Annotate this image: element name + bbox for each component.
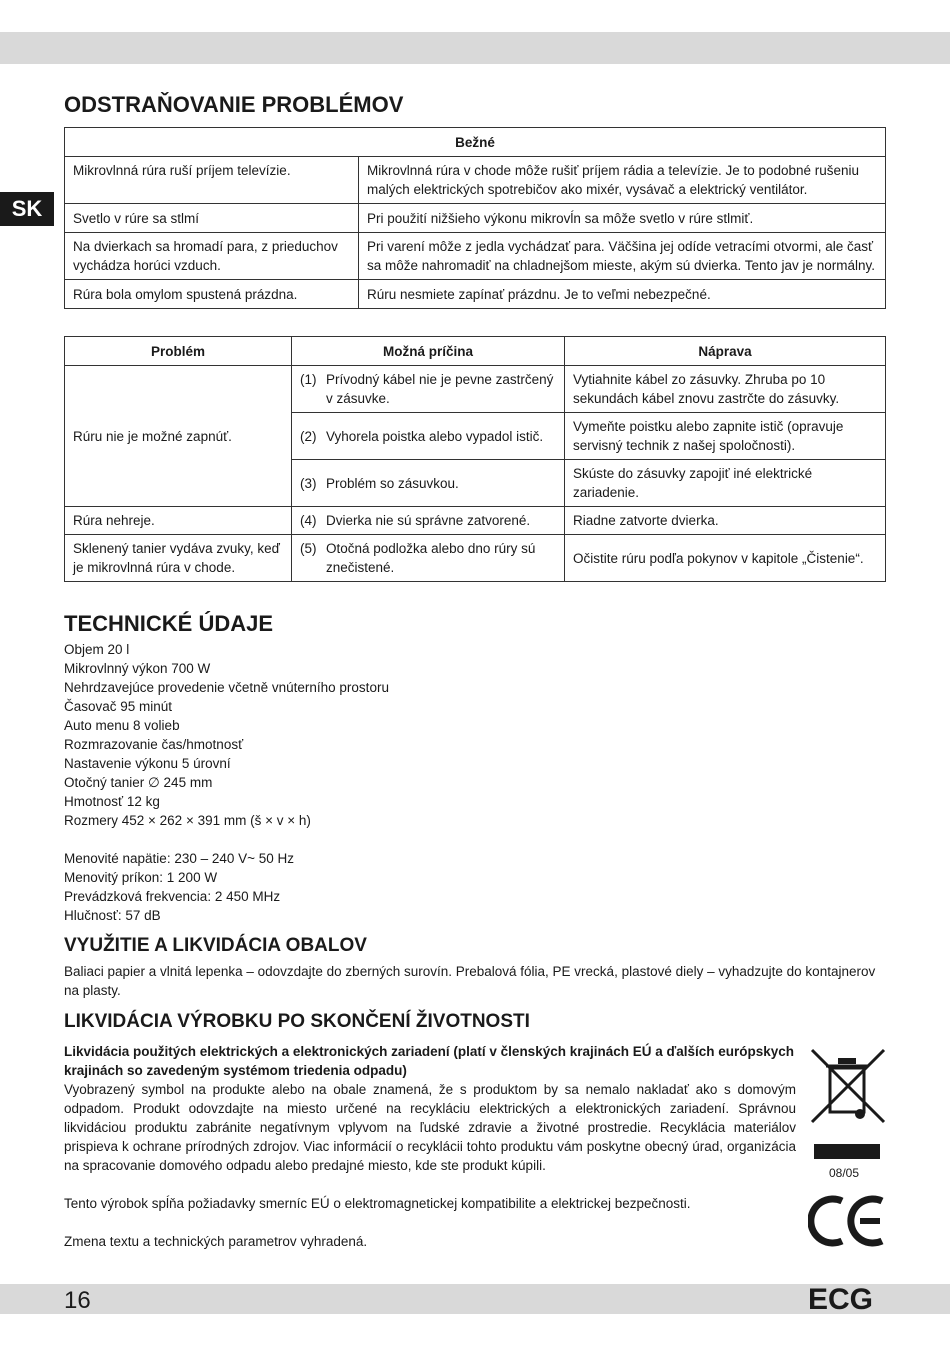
disposal-intro: Likvidácia použitých elektrických a elektronických zariadení (platí v členských krajinách EÚ a ďalších európskych krajinách so zavedeným systémom triedenia odpadu): [64, 1044, 795, 1078]
packaging-text: Baliaci papier a vlnitá lepenka – odovzdajte do zberných surovín. Prebalová fólia, PE vrecká, plastové diely – vyhadzujte do kontajnerov na plasty.: [64, 964, 876, 998]
note-cell: Pri použití nižšieho výkonu mikrovĺn sa môže svetlo v rúre stlmiť.: [359, 204, 886, 233]
compliance-text: Tento výrobok spĺňa požiadavky smerníc EÚ o elektromagnetickej kompatibilite a elektrickej bezpečnosti.: [64, 1196, 691, 1211]
problem-cause-remedy-table: [64, 336, 886, 582]
spec-line: Nehrdzavejúce provedenie včetně vnúterního prostoru: [64, 680, 389, 695]
spec-line: Hmotnosť 12 kg: [64, 794, 160, 809]
weee-date: 08/05: [829, 1166, 860, 1180]
spec-line: Časovač 95 minút: [64, 699, 173, 714]
remedy-cell: Skúste do zásuvky zapojiť iné elektrické zariadenie.: [565, 460, 886, 507]
cause-text: Dvierka nie sú správne zatvorené.: [326, 513, 531, 528]
cause-number: (1): [300, 372, 317, 387]
troubleshooting-title: ODSTRAŇOVANIE PROBLÉMOV: [64, 92, 404, 117]
disposal-text: Vyobrazený symbol na produkte alebo na obale znamená, že s produktom by sa nemalo nakladať ako s domovým odpadom. Produkt odovzdajte na miesto určené na recykláciu elektrických a elektronických zariadení. Správnou likvidáciou produktu zabránite negatívnym vplyvom na ľudské zdravie a životné prostredie. Recyklácia materiálov prispieva k ochrane prírodných zdrojov. Viac informácií o recyklácii tohto produktu vám poskytne obecný úrad, organizácia na spracovanie domového odpadu alebo predajné miesto, kde ste produkt kúpili.: [64, 1082, 796, 1173]
spec-line: Menovité napätie: 230 – 240 V~ 50 Hz: [64, 851, 295, 866]
brand-logo: ECG: [808, 1283, 874, 1316]
cause-number: (2): [300, 428, 317, 444]
weee-black-bar: [814, 1144, 880, 1159]
common-header: Bežné: [65, 128, 886, 157]
common-issues-table: [64, 127, 886, 309]
cause-number: (5): [300, 541, 317, 556]
cause-cell: [292, 413, 565, 460]
table-row: [65, 204, 886, 233]
cause-text: Prívodný kábel nie je pevne zastrčený v zásuvke.: [326, 372, 554, 406]
remedy-cell: Vytiahnite kábel zo zásuvky. Zhruba po 10 sekundách kábel znovu zastrčte do zásuvky.: [565, 366, 886, 413]
spec-line: Otočný tanier ∅ 245 mm: [64, 775, 213, 790]
note-cell: Mikrovlnná rúra v chode môže rušiť príjem rádia a televízie. Je to podobné rušeniu malých elektrických spotrebičov ako mixér, vysávač a elektrický ventilátor.: [359, 157, 886, 204]
specs-list: [64, 640, 389, 830]
note-cell: Rúru nesmiete zapínať prázdnu. Je to veľmi nebezpečné.: [359, 280, 886, 309]
problem-header: Problém: [65, 337, 292, 366]
reserved-text: Zmena textu a technických parametrov vyhradená.: [64, 1234, 368, 1249]
cause-text: Problém so zásuvkou.: [326, 475, 459, 491]
ce-mark-icon: [808, 1195, 888, 1247]
problem-cell: Sklenený tanier vydáva zvuky, keď je mikrovlnná rúra v chode.: [65, 535, 292, 582]
remedy-cell: Vymeňte poistku alebo zapnite istič (opravuje servisný technik z našej spoločnosti).: [565, 413, 886, 460]
problem-cell: Rúru nie je možné zapnúť.: [65, 366, 292, 507]
spec-line: Rozmery 452 × 262 × 391 mm (š × v × h): [64, 813, 311, 828]
table-row: [65, 507, 886, 535]
remedy-cell: Očistite rúru podľa pokynov v kapitole „Čistenie“.: [565, 535, 886, 582]
spec-line: Hlučnosť: 57 dB: [64, 908, 161, 923]
cause-text: Otočná podložka alebo dno rúry sú znečistené.: [326, 541, 536, 575]
packaging-title: VYUŽITIE A LIKVIDÁCIA OBALOV: [64, 935, 367, 956]
spec-line: Mikrovlnný výkon 700 W: [64, 661, 211, 676]
cause-header: Možná príčina: [292, 337, 565, 366]
cause-cell: [292, 535, 565, 582]
spec-line: Nastavenie výkonu 5 úrovní: [64, 756, 231, 771]
spec-line: Menovitý príkon: 1 200 W: [64, 870, 218, 885]
remedy-cell: Riadne zatvorte dvierka.: [565, 507, 886, 535]
cause-number: (3): [300, 475, 317, 491]
page-number: 16: [64, 1287, 91, 1314]
spec-line: Prevádzková frekvencia: 2 450 MHz: [64, 889, 281, 904]
cause-text: Vyhorela poistka alebo vypadol istič.: [326, 428, 544, 444]
top-gray-bar: [0, 32, 950, 64]
crossed-out-wheelie-bin-icon: [808, 1044, 888, 1124]
disposal-title: LIKVIDÁCIA VÝROBKU PO SKONČENÍ ŽIVOTNOSTI: [64, 1011, 530, 1032]
issue-cell: Svetlo v rúre sa stlmí: [65, 204, 359, 233]
table-row: [65, 233, 886, 280]
table-row: [65, 157, 886, 204]
remedy-header: Náprava: [565, 337, 886, 366]
note-cell: Pri varení môže z jedla vychádzať para. Väčšina jej odíde vetracími otvormi, ale časť sa môže nahromadiť na chladnejšom mieste, akým sú dvierka. Tento jav je normálny.: [359, 233, 886, 280]
spec-line: Objem 20 l: [64, 642, 130, 657]
cause-cell: [292, 460, 565, 507]
table-row: [65, 280, 886, 309]
table-row: [65, 535, 886, 582]
spec-line: Auto menu 8 volieb: [64, 718, 180, 733]
specs-title: TECHNICKÉ ÚDAJE: [64, 611, 274, 636]
electrical-specs-list: [64, 849, 294, 925]
table-row: [65, 366, 886, 413]
issue-cell: Na dvierkach sa hromadí para, z prieduchov vychádza horúci vzduch.: [65, 233, 359, 280]
cause-cell: [292, 507, 565, 535]
cause-cell: [292, 366, 565, 413]
spec-line: Rozmrazovanie čas/hmotnosť: [64, 737, 244, 752]
issue-cell: Mikrovlnná rúra ruší príjem televízie.: [65, 157, 359, 204]
cause-number: (4): [300, 513, 317, 528]
issue-cell: Rúra bola omylom spustená prázdna.: [65, 280, 359, 309]
language-tab: SK: [0, 192, 54, 226]
problem-cell: Rúra nehreje.: [65, 507, 292, 535]
